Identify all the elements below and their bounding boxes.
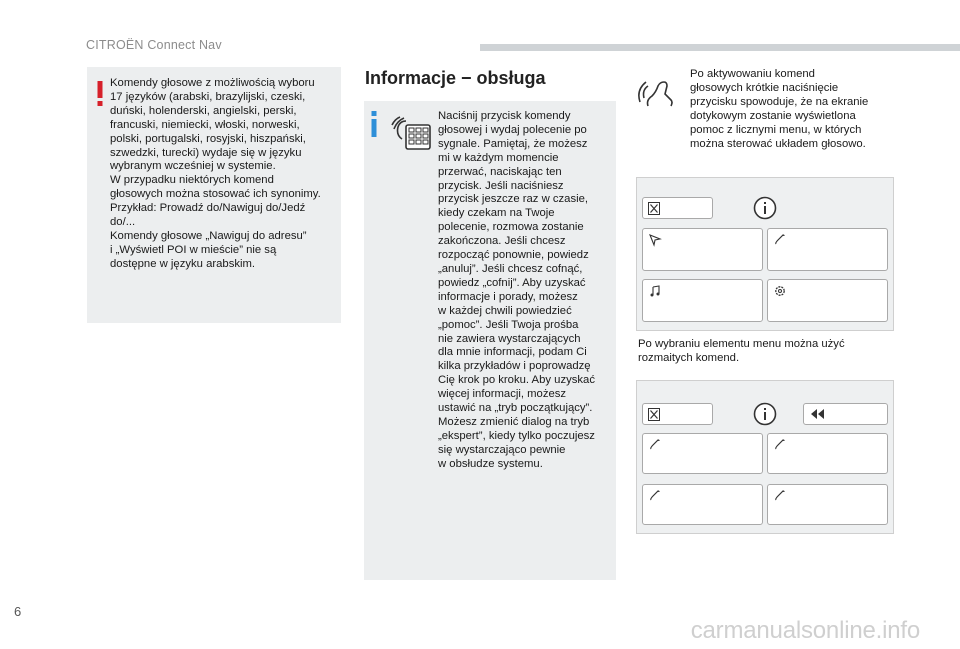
watermark: carmanualsonline.info [690,617,920,644]
info-circle-icon[interactable] [753,196,777,220]
phone-icon [773,489,787,503]
info-icon [369,111,379,137]
voice-keypad-icon [388,109,432,153]
close-button[interactable] [642,403,713,425]
under-screen-text: Po wybraniu elementu menu można użyć rozmaitych komend. [638,338,845,364]
back-icon [809,408,825,420]
voice-text: Po aktywowaniu komend głosowych krótkie naciśnięcie przycisku spowoduje, że na ekranie dotykowym zostanie wyświetlona pomoc z licznymi menu, w których można sterować układem głosowo. [690,68,869,150]
header-title: CITROËN Connect Nav [86,38,222,52]
section-heading: Informacje − obsługa [365,68,546,88]
close-button[interactable] [642,197,713,219]
info-circle-icon[interactable] [753,402,777,426]
voice-menu-screen-2 [636,380,894,534]
navigation-menu-button[interactable] [642,228,763,271]
settings-menu-button[interactable] [767,279,888,322]
navigation-icon [648,233,662,247]
command-option-button[interactable] [767,433,888,474]
phone-icon [648,489,662,503]
music-note-icon [648,284,662,298]
warning-box [87,67,341,323]
settings-icon [773,284,787,298]
phone-menu-button[interactable] [767,228,888,271]
command-option-button[interactable] [767,484,888,525]
music-menu-button[interactable] [642,279,763,322]
command-option-button[interactable] [642,484,763,525]
page-number: 6 [14,604,22,619]
command-option-button[interactable] [642,433,763,474]
close-x-icon [648,202,660,215]
voice-command-icon [638,76,676,110]
close-x-icon [648,408,660,421]
phone-icon [773,438,787,452]
info-box [364,101,616,580]
exclamation-icon [95,81,105,107]
header-bar [480,44,960,51]
phone-icon [648,438,662,452]
back-button[interactable] [803,403,888,425]
info-text: Naciśnij przycisk komendy głosowej i wydaj polecenie po sygnale. Pamiętaj, że możesz mi w każdym momencie przerwać, naciskając ten przycisk. Jeśli naciśniesz przycisk jeszcze raz w czasie, kiedy czekam na Twoje polecenie, rozmowa zostanie zakończona. Jeśli chcesz rozpocząć ponownie, powiedz „anuluj”. Jeśli chcesz cofnąć, powiedz „cofnij”. Aby uzyskać informacje i porady, możesz w każdej chwili powiedzieć „pomoc”. Jeśli Twoja prośba nie zawiera wystarczających dla mnie informacji, podam Ci kilka przykładów i poprowadzę Cię krok po kroku. Aby uzyskać więcej informacji, możesz ustawić na „tryb początkujący”. Możesz zmienić dialog na tryb „ekspert”, kiedy tylko poczujesz się wystarczająco pewnie w obsłudze systemu. [438,110,595,470]
warning-text: Komendy głosowe z możliwością wyboru 17 języków (arabski, brazylijski, czeski, duński, holenderski, angielski, perski, francuski, niemiecki, włoski, norweski, polski, portugalski, rosyjski, hiszpański, szwedzki, turecki) wydaje się w języku wybranym wcześniej w systemie. W przypadku niektórych komend głosowych można stosować ich synonimy. Przykład: Prowadź do/Nawiguj do/Jedź do/... Komendy głosowe „Nawiguj do adresu” i „Wyświetl POI w mieście” nie są dostępne w języku arabskim. [110,77,321,270]
voice-menu-screen-1 [636,177,894,331]
phone-icon [773,233,787,247]
